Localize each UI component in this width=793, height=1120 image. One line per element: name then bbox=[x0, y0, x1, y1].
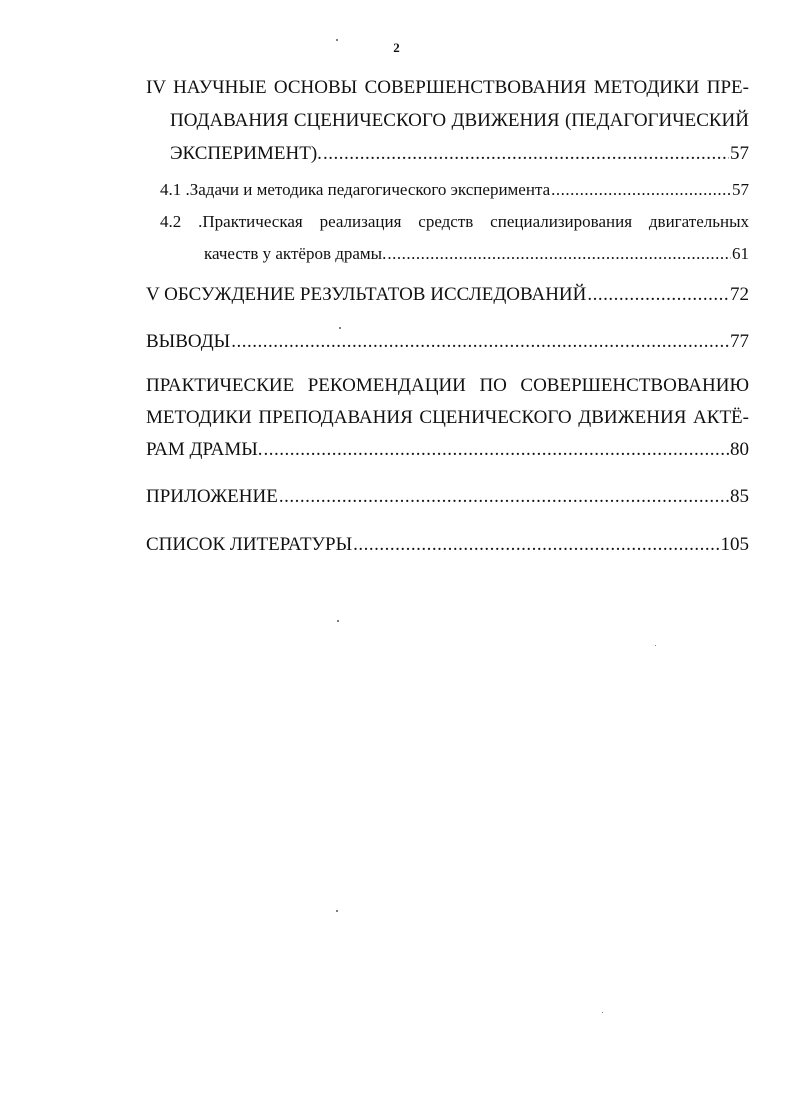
toc-entry-chapter-4-line-2: ПОДАВАНИЯ СЦЕНИЧЕСКОГО ДВИЖЕНИЯ (ПЕДАГОГИЧЕСКИЙ bbox=[170, 110, 749, 131]
toc-entry-section-4-2-line-1: 4.2 .Практическая реализация средств специализирования двигательных bbox=[160, 212, 749, 231]
dot-leader bbox=[387, 242, 731, 266]
toc-page-number: 61 bbox=[732, 244, 749, 263]
scan-speck bbox=[655, 645, 656, 646]
toc-entry-chapter-4-line-1: IV НАУЧНЫЕ ОСНОВЫ СОВЕРШЕНСТВОВАНИЯ МЕТОДИКИ ПРЕ- bbox=[146, 77, 749, 98]
toc-entry-conclusions bbox=[146, 330, 749, 354]
toc-entry-recommendations-line-1: ПРАКТИЧЕСКИЕ РЕКОМЕНДАЦИИ ПО СОВЕРШЕНСТВОВАНИЮ bbox=[146, 375, 749, 396]
dot-leader bbox=[323, 142, 729, 166]
toc-page-number: 57 bbox=[730, 143, 749, 164]
toc-page-number: 72 bbox=[730, 284, 749, 305]
toc-page-number: 85 bbox=[730, 486, 749, 507]
scan-speck bbox=[336, 39, 338, 41]
dot-leader bbox=[279, 485, 729, 509]
toc-entry-section-4-2-line-2 bbox=[204, 242, 749, 266]
dot-leader bbox=[264, 438, 729, 462]
toc-entry-references bbox=[146, 533, 749, 557]
dot-leader bbox=[551, 178, 731, 202]
toc-entry-chapter-5 bbox=[146, 283, 749, 307]
scan-speck bbox=[336, 910, 338, 912]
toc-page-number: 80 bbox=[730, 439, 749, 460]
toc-entry-title: СПИСОК ЛИТЕРАТУРЫ bbox=[146, 534, 353, 555]
dot-leader bbox=[231, 330, 729, 354]
toc-entry-title: ПРИЛОЖЕНИЕ bbox=[146, 486, 278, 507]
scan-speck bbox=[339, 327, 341, 329]
dot-leader bbox=[353, 533, 719, 557]
toc-entry-title: 4.1 .Задачи и методика педагогического эксперимента bbox=[160, 180, 551, 199]
toc-entry-title: РАМ ДРАМЫ. bbox=[146, 439, 263, 460]
toc-page-number: 57 bbox=[732, 180, 749, 199]
toc-entry-title: ВЫВОДЫ bbox=[146, 331, 231, 352]
toc-entry-appendix bbox=[146, 485, 749, 509]
scan-speck bbox=[337, 620, 339, 622]
toc-entry-recommendations-line-2: МЕТОДИКИ ПРЕПОДАВАНИЯ СЦЕНИЧЕСКОГО ДВИЖЕНИЯ АКТЁ- bbox=[146, 407, 749, 428]
toc-entry-title: качеств у актёров драмы. bbox=[204, 244, 387, 263]
page-number: 2 bbox=[393, 40, 400, 55]
toc-page-number: 77 bbox=[730, 331, 749, 352]
toc-entry-section-4-1 bbox=[160, 178, 749, 202]
toc-entry-chapter-4-line-3 bbox=[170, 142, 749, 166]
toc-entry-title: V ОБСУЖДЕНИЕ РЕЗУЛЬТАТОВ ИССЛЕДОВАНИЙ bbox=[146, 284, 587, 305]
dot-leader bbox=[587, 283, 729, 307]
toc-entry-title: ЭКСПЕРИМЕНТ). bbox=[170, 143, 322, 164]
toc-page-number: 105 bbox=[720, 534, 749, 555]
toc-entry-recommendations-line-3 bbox=[146, 438, 749, 462]
scan-speck bbox=[602, 1012, 603, 1013]
